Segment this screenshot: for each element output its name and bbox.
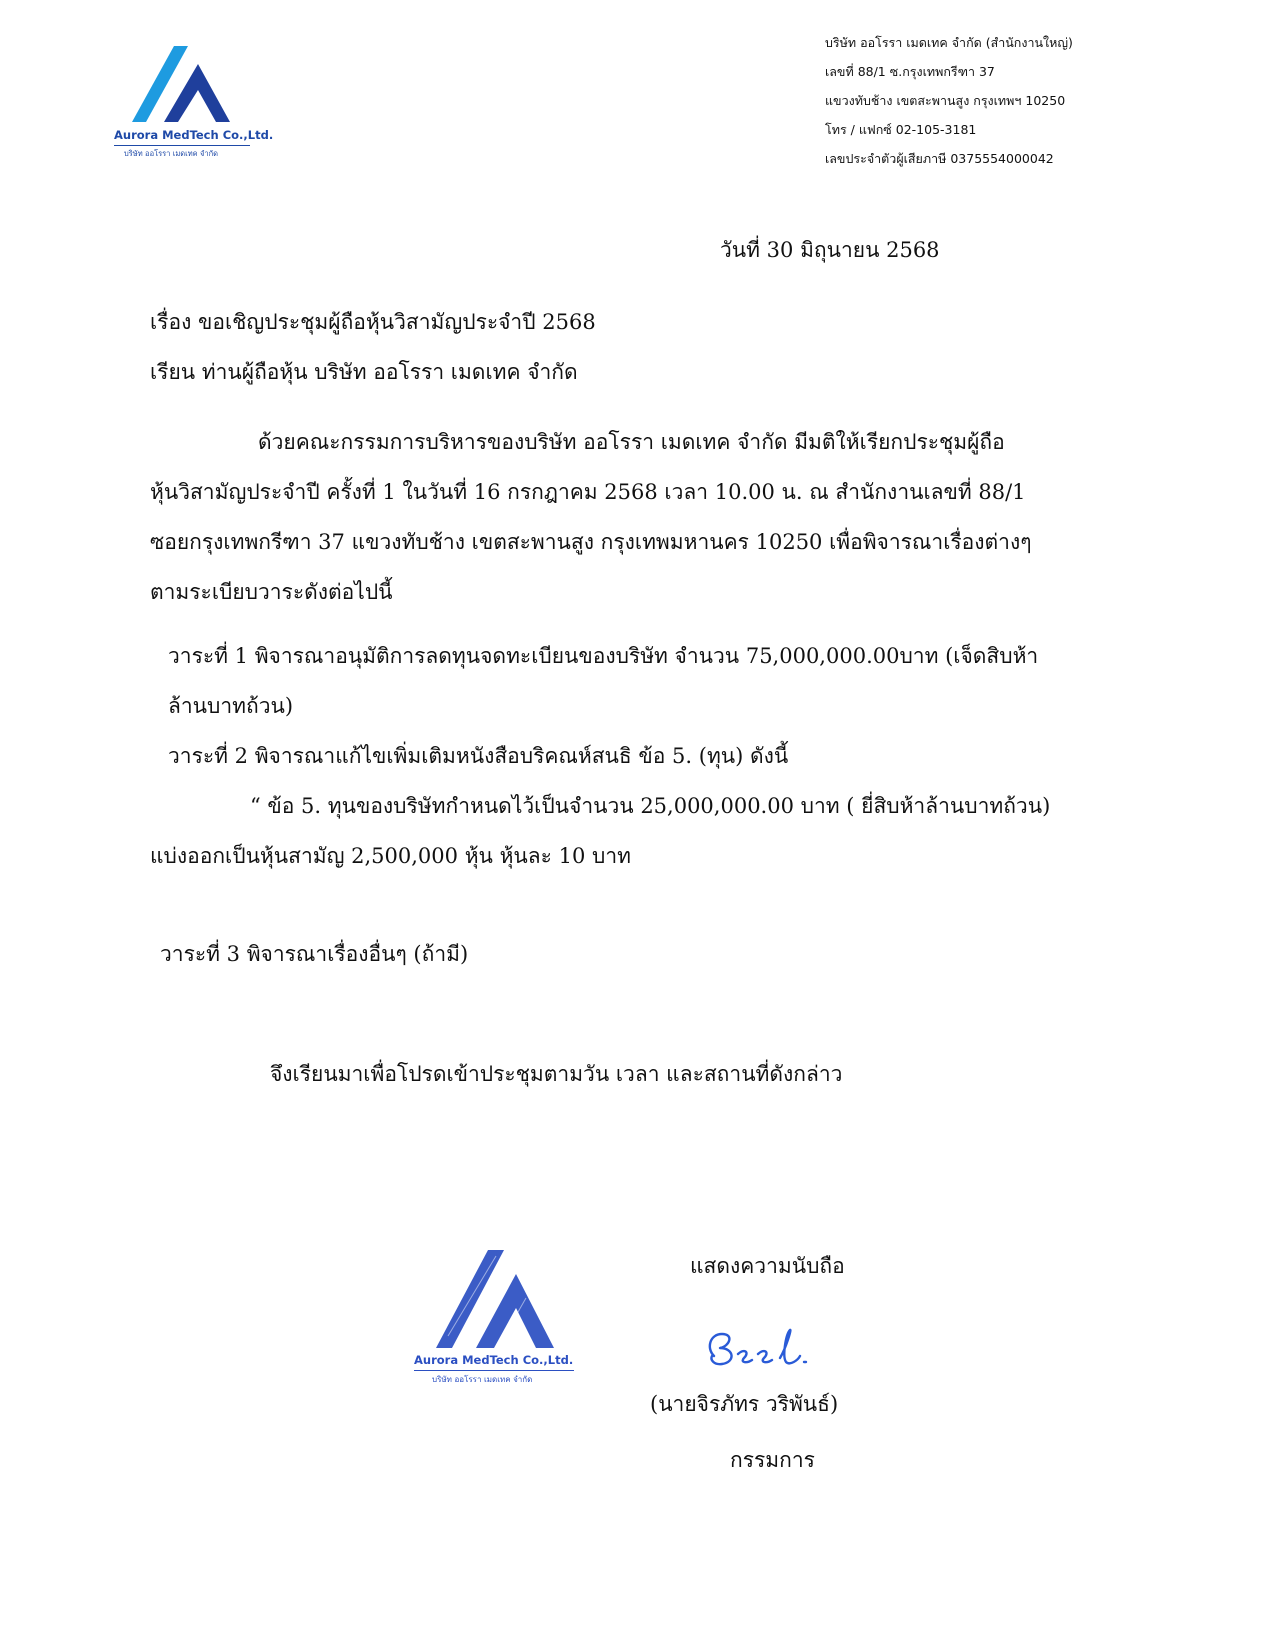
logo-name-en: Aurora MedTech Co.,Ltd. [114,128,274,142]
intro-line-4: ตามระเบียบวาระดังต่อไปนี้ [150,580,393,604]
header-company: บริษัท ออโรรา เมดเทค จำกัด (สำนักงานใหญ่) [825,35,1073,50]
intro-line-2: หุ้นวิสามัญประจำปี ครั้งที่ 1 ในวันที่ 16 กรกฎาคม 2568 เวลา 10.00 น. ณ สำนักงานเลขที่ 88/1 [150,480,1026,504]
company-seal [414,1246,584,1396]
closing-text: จึงเรียนมาเพื่อโปรดเข้าประชุมตามวัน เวลา และสถานที่ดังกล่าว [270,1062,843,1086]
signer-title: กรรมการ [730,1448,815,1472]
logo-mark-icon [112,44,262,124]
regards-text: แสดงความนับถือ [690,1254,845,1278]
agenda-quote-2: แบ่งออกเป็นหุ้นสามัญ 2,500,000 หุ้น หุ้นละ 10 บาท [150,844,631,868]
letter-recipient: เรียน ท่านผู้ถือหุ้น บริษัท ออโรรา เมดเทค จำกัด [150,360,578,384]
seal-divider [414,1370,574,1371]
letter-subject: เรื่อง ขอเชิญประชุมผู้ถือหุ้นวิสามัญประจำปี 2568 [150,310,596,334]
signer-name: (นายจิรภัทร วริพันธ์) [650,1392,839,1416]
agenda-item-2: วาระที่ 2 พิจารณาแก้ไขเพิ่มเติมหนังสือบริคณห์สนธิ ข้อ 5. (ทุน) ดังนี้ [168,744,789,768]
agenda-item-3: วาระที่ 3 พิจารณาเรื่องอื่นๆ (ถ้ามี) [160,942,469,966]
intro-line-1: ด้วยคณะกรรมการบริหารของบริษัท ออโรรา เมดเทค จำกัด มีมติให้เรียกประชุมผู้ถือ [258,430,1005,454]
header-tax-id: เลขประจำตัวผู้เสียภาษี 0375554000042 [825,151,1054,166]
logo-divider [114,145,250,146]
intro-line-3: ซอยกรุงเทพกรีฑา 37 แขวงทับช้าง เขตสะพานสูง กรุงเทพมหานคร 10250 เพื่อพิจารณาเรื่องต่างๆ [150,530,1032,554]
seal-name-en: Aurora MedTech Co.,Ltd. [414,1353,574,1367]
seal-name-th: บริษัท ออโรรา เมดเทค จำกัด [432,1375,533,1384]
agenda-item-1: วาระที่ 1 พิจารณาอนุมัติการลดทุนจดทะเบียนของบริษัท จำนวน 75,000,000.00บาท (เจ็ดสิบห้า [168,644,1039,668]
company-logo [112,44,274,164]
agenda-quote-1: “ ข้อ 5. ทุนของบริษัทกำหนดไว้เป็นจำนวน 25,000,000.00 บาท ( ยี่สิบห้าล้านบาทถ้วน) [250,794,1051,818]
agenda-item-1-cont: ล้านบาทถ้วน) [168,694,294,718]
letter-date: วันที่ 30 มิถุนายน 2568 [720,238,940,262]
handwritten-signature [700,1318,840,1378]
seal-mark-icon [414,1246,584,1350]
header-district: แขวงทับช้าง เขตสะพานสูง กรุงเทพฯ 10250 [825,93,1066,108]
logo-name-th: บริษัท ออโรรา เมดเทค จำกัด [124,149,219,158]
header-phone: โทร / แฟกซ์ 02-105-3181 [825,122,977,137]
header-address: เลขที่ 88/1 ซ.กรุงเทพกรีฑา 37 [825,64,995,79]
